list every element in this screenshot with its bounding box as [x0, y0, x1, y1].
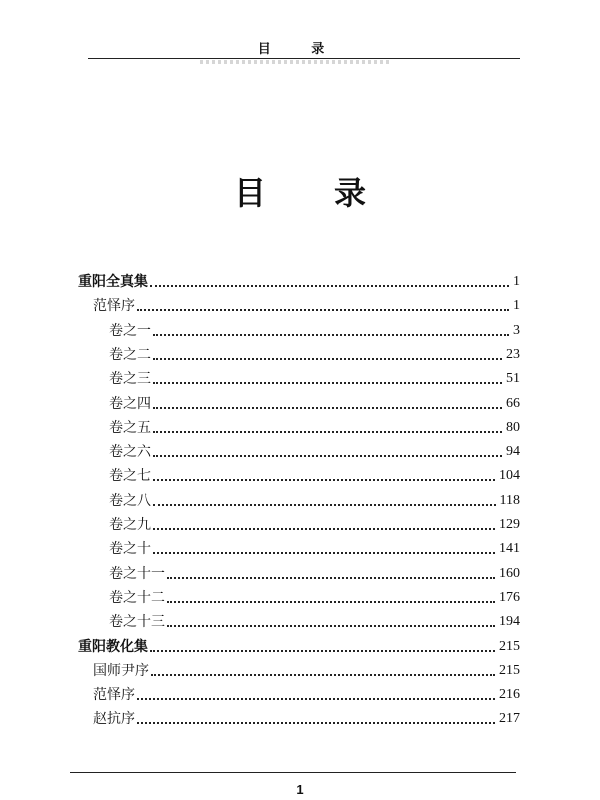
toc-entry-page: 215 — [499, 638, 520, 654]
toc-entry[interactable] — [109, 392, 520, 416]
dot-leader — [150, 285, 509, 287]
dot-leader — [153, 528, 495, 530]
dot-leader — [153, 552, 495, 554]
dot-leader — [153, 334, 509, 336]
toc-entry-page: 217 — [499, 711, 520, 727]
toc-entry-label: 国师尹序 — [93, 662, 149, 679]
dot-leader — [153, 358, 502, 360]
toc-entry-page: 1 — [513, 298, 520, 314]
toc-entry[interactable] — [109, 562, 520, 586]
toc-entry[interactable] — [93, 294, 520, 318]
toc-entry-label: 范怿序 — [93, 687, 135, 704]
page-number: 1 — [296, 782, 304, 797]
toc-entry-page: 1 — [513, 274, 520, 289]
toc-entry-page: 160 — [499, 565, 520, 581]
toc-entry[interactable] — [109, 416, 520, 440]
toc-entry[interactable] — [109, 343, 520, 367]
toc-entry-label: 赵抗序 — [93, 711, 135, 728]
toc-entry-label: 重阳教化集 — [78, 638, 148, 655]
toc-entry[interactable] — [109, 367, 520, 391]
toc-entry-label: 卷之三 — [109, 371, 151, 388]
running-header: 目 录 — [257, 42, 343, 57]
toc-entry-label: 卷之五 — [109, 419, 151, 436]
toc-entry[interactable] — [93, 683, 520, 707]
dot-leader — [153, 431, 502, 433]
toc-entry[interactable] — [109, 319, 520, 343]
toc-entry-page: 215 — [499, 662, 520, 678]
toc-entry-label: 卷之十三 — [109, 614, 165, 631]
footer-rule — [70, 772, 516, 773]
toc-entry[interactable] — [109, 586, 520, 610]
dot-leader — [137, 698, 495, 700]
toc-entry-page: 23 — [506, 346, 520, 362]
dot-leader — [153, 382, 502, 384]
dot-leader — [153, 479, 495, 481]
dot-leader — [153, 504, 496, 506]
toc-entry[interactable] — [109, 464, 520, 488]
toc-entry-page: 216 — [499, 687, 520, 703]
toc-entry-label: 卷之二 — [109, 346, 151, 363]
toc-entry[interactable] — [78, 270, 520, 294]
dot-leader — [167, 577, 495, 579]
header-smudge — [200, 60, 390, 64]
toc-entry-page: 80 — [506, 419, 520, 435]
dot-leader — [153, 455, 502, 457]
dot-leader — [137, 309, 509, 311]
toc-entry-page: 194 — [499, 614, 520, 630]
toc-entry-page: 51 — [506, 371, 520, 387]
dot-leader — [137, 722, 495, 724]
toc-entry-page: 141 — [499, 541, 520, 557]
toc-entry-page: 104 — [499, 468, 520, 484]
toc-entry-label: 重阳全真集 — [78, 274, 148, 290]
toc-entry[interactable] — [109, 513, 520, 537]
toc-entry-page: 66 — [506, 395, 520, 411]
toc-entry[interactable] — [109, 610, 520, 634]
toc-entry-label: 卷之一 — [109, 322, 151, 339]
toc-entry-label: 卷之八 — [109, 492, 151, 509]
toc-entry[interactable] — [109, 537, 520, 561]
toc-entry-label: 卷之六 — [109, 444, 151, 461]
dot-leader — [150, 650, 495, 652]
header-rule — [88, 58, 520, 59]
toc-entry-label: 卷之十二 — [109, 589, 165, 606]
toc-entry-page: 3 — [513, 322, 520, 338]
toc-entry-page: 94 — [506, 444, 520, 460]
toc-entry-label: 卷之九 — [109, 517, 151, 533]
toc-entry[interactable] — [78, 635, 520, 659]
dot-leader — [153, 407, 502, 409]
toc-entry-label: 卷之十一 — [109, 565, 165, 582]
toc-entry-page: 176 — [499, 589, 520, 605]
dot-leader — [167, 601, 495, 603]
toc-entry[interactable] — [93, 659, 520, 683]
dot-leader — [167, 625, 495, 627]
toc-entry-label: 卷之十 — [109, 541, 151, 558]
toc-entry-page: 118 — [499, 492, 520, 508]
dot-leader — [151, 674, 495, 676]
toc-entry-page: 129 — [499, 517, 520, 532]
toc-entry[interactable] — [109, 489, 520, 513]
toc-entry[interactable] — [109, 440, 520, 464]
toc-entry-label: 卷之七 — [109, 468, 151, 485]
page-title: 目录 — [233, 174, 434, 212]
toc-entry[interactable] — [93, 707, 520, 731]
toc-entry-label: 范怿序 — [93, 298, 135, 315]
toc-entry-label: 卷之四 — [109, 395, 151, 412]
